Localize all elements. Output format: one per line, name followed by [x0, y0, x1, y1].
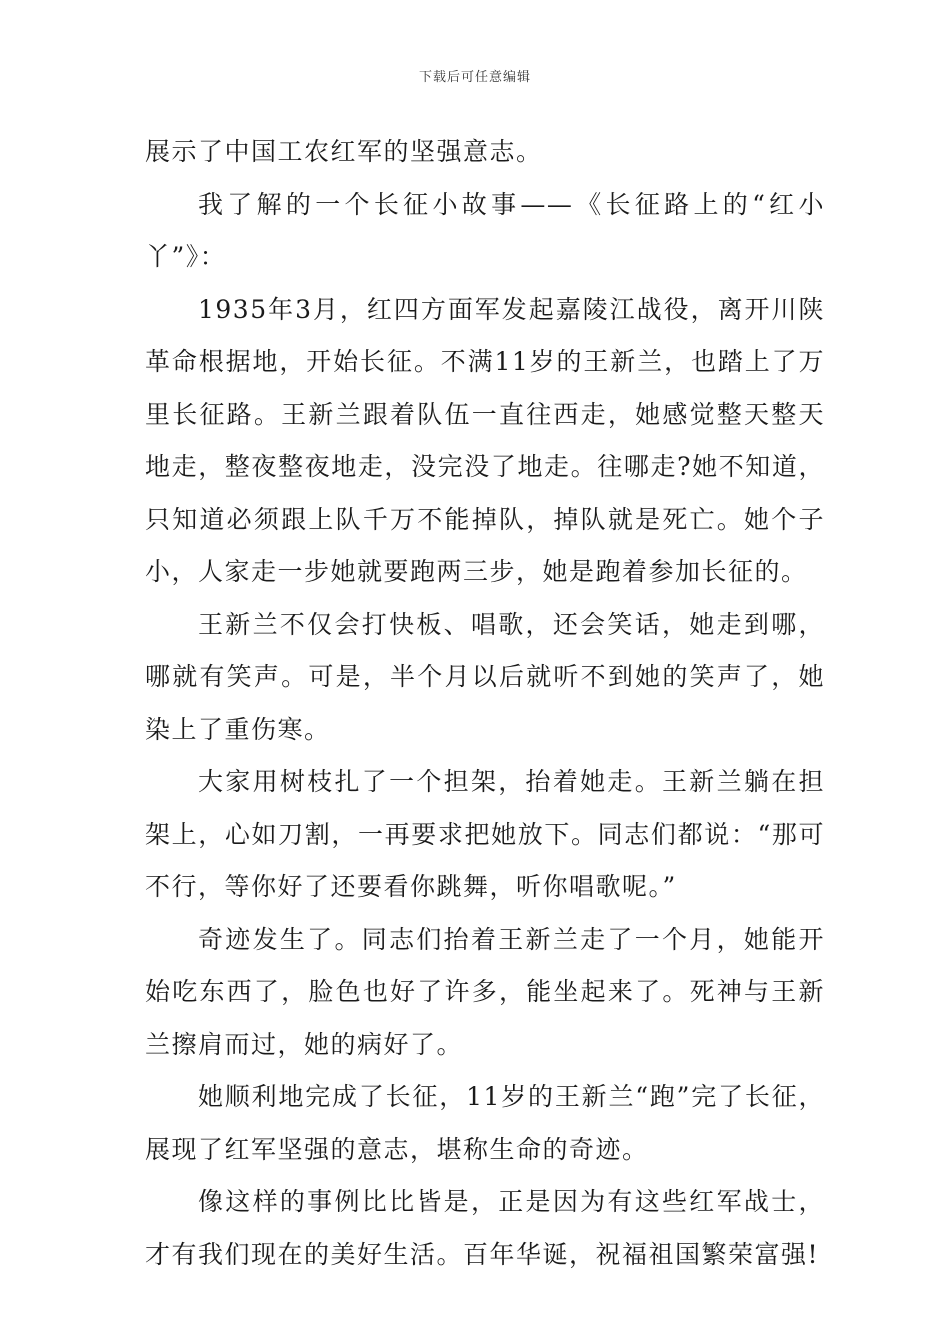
header-note: 下载后可任意编辑 [418, 70, 531, 85]
paragraph-1: 展示了中国工农红军的坚强意志。 [145, 137, 543, 166]
paragraph-3: 1935年3月，红四方面军发起嘉陵江战役，离开川陕革命根据地，开始长征。不满11岁的王新兰，也踏上了万里长征路。王新兰跟着队伍一直往西走，她感觉整天整天地走，整夜整夜地走，没完没了地走。往哪走?她不知道，只知道必须跟上队千万不能掉队，掉队就是死亡。她个子小，人家走一步她就要跑两三步，她是跑着参加长征的。 [145, 294, 825, 586]
document-body [145, 126, 825, 1281]
paragraph-4: 王新兰不仅会打快板、唱歌，还会笑话，她走到哪，哪就有笑声。可是，半个月以后就听不到她的笑声了，她染上了重伤寒。 [145, 609, 825, 744]
paragraph-8: 像这样的事例比比皆是，正是因为有这些红军战士，才有我们现在的美好生活。百年华诞，祝福祖国繁荣富强! [145, 1187, 825, 1269]
paragraph-2: 我了解的一个长征小故事——《长征路上的“红小丫”》： [145, 189, 825, 271]
paragraph-7: 她顺利地完成了长征，11岁的王新兰“跑”完了长征，展现了红军坚强的意志，堪称生命的奇迹。 [145, 1082, 825, 1164]
paragraph-5: 大家用树枝扎了一个担架，抬着她走。王新兰躺在担架上，心如刀割，一再要求把她放下。同志们都说：“那可不行，等你好了还要看你跳舞，听你唱歌呢。” [145, 767, 825, 901]
paragraph-6: 奇迹发生了。同志们抬着王新兰走了一个月，她能开始吃东西了，脸色也好了许多，能坐起来了。死神与王新兰擦肩而过，她的病好了。 [145, 924, 825, 1059]
